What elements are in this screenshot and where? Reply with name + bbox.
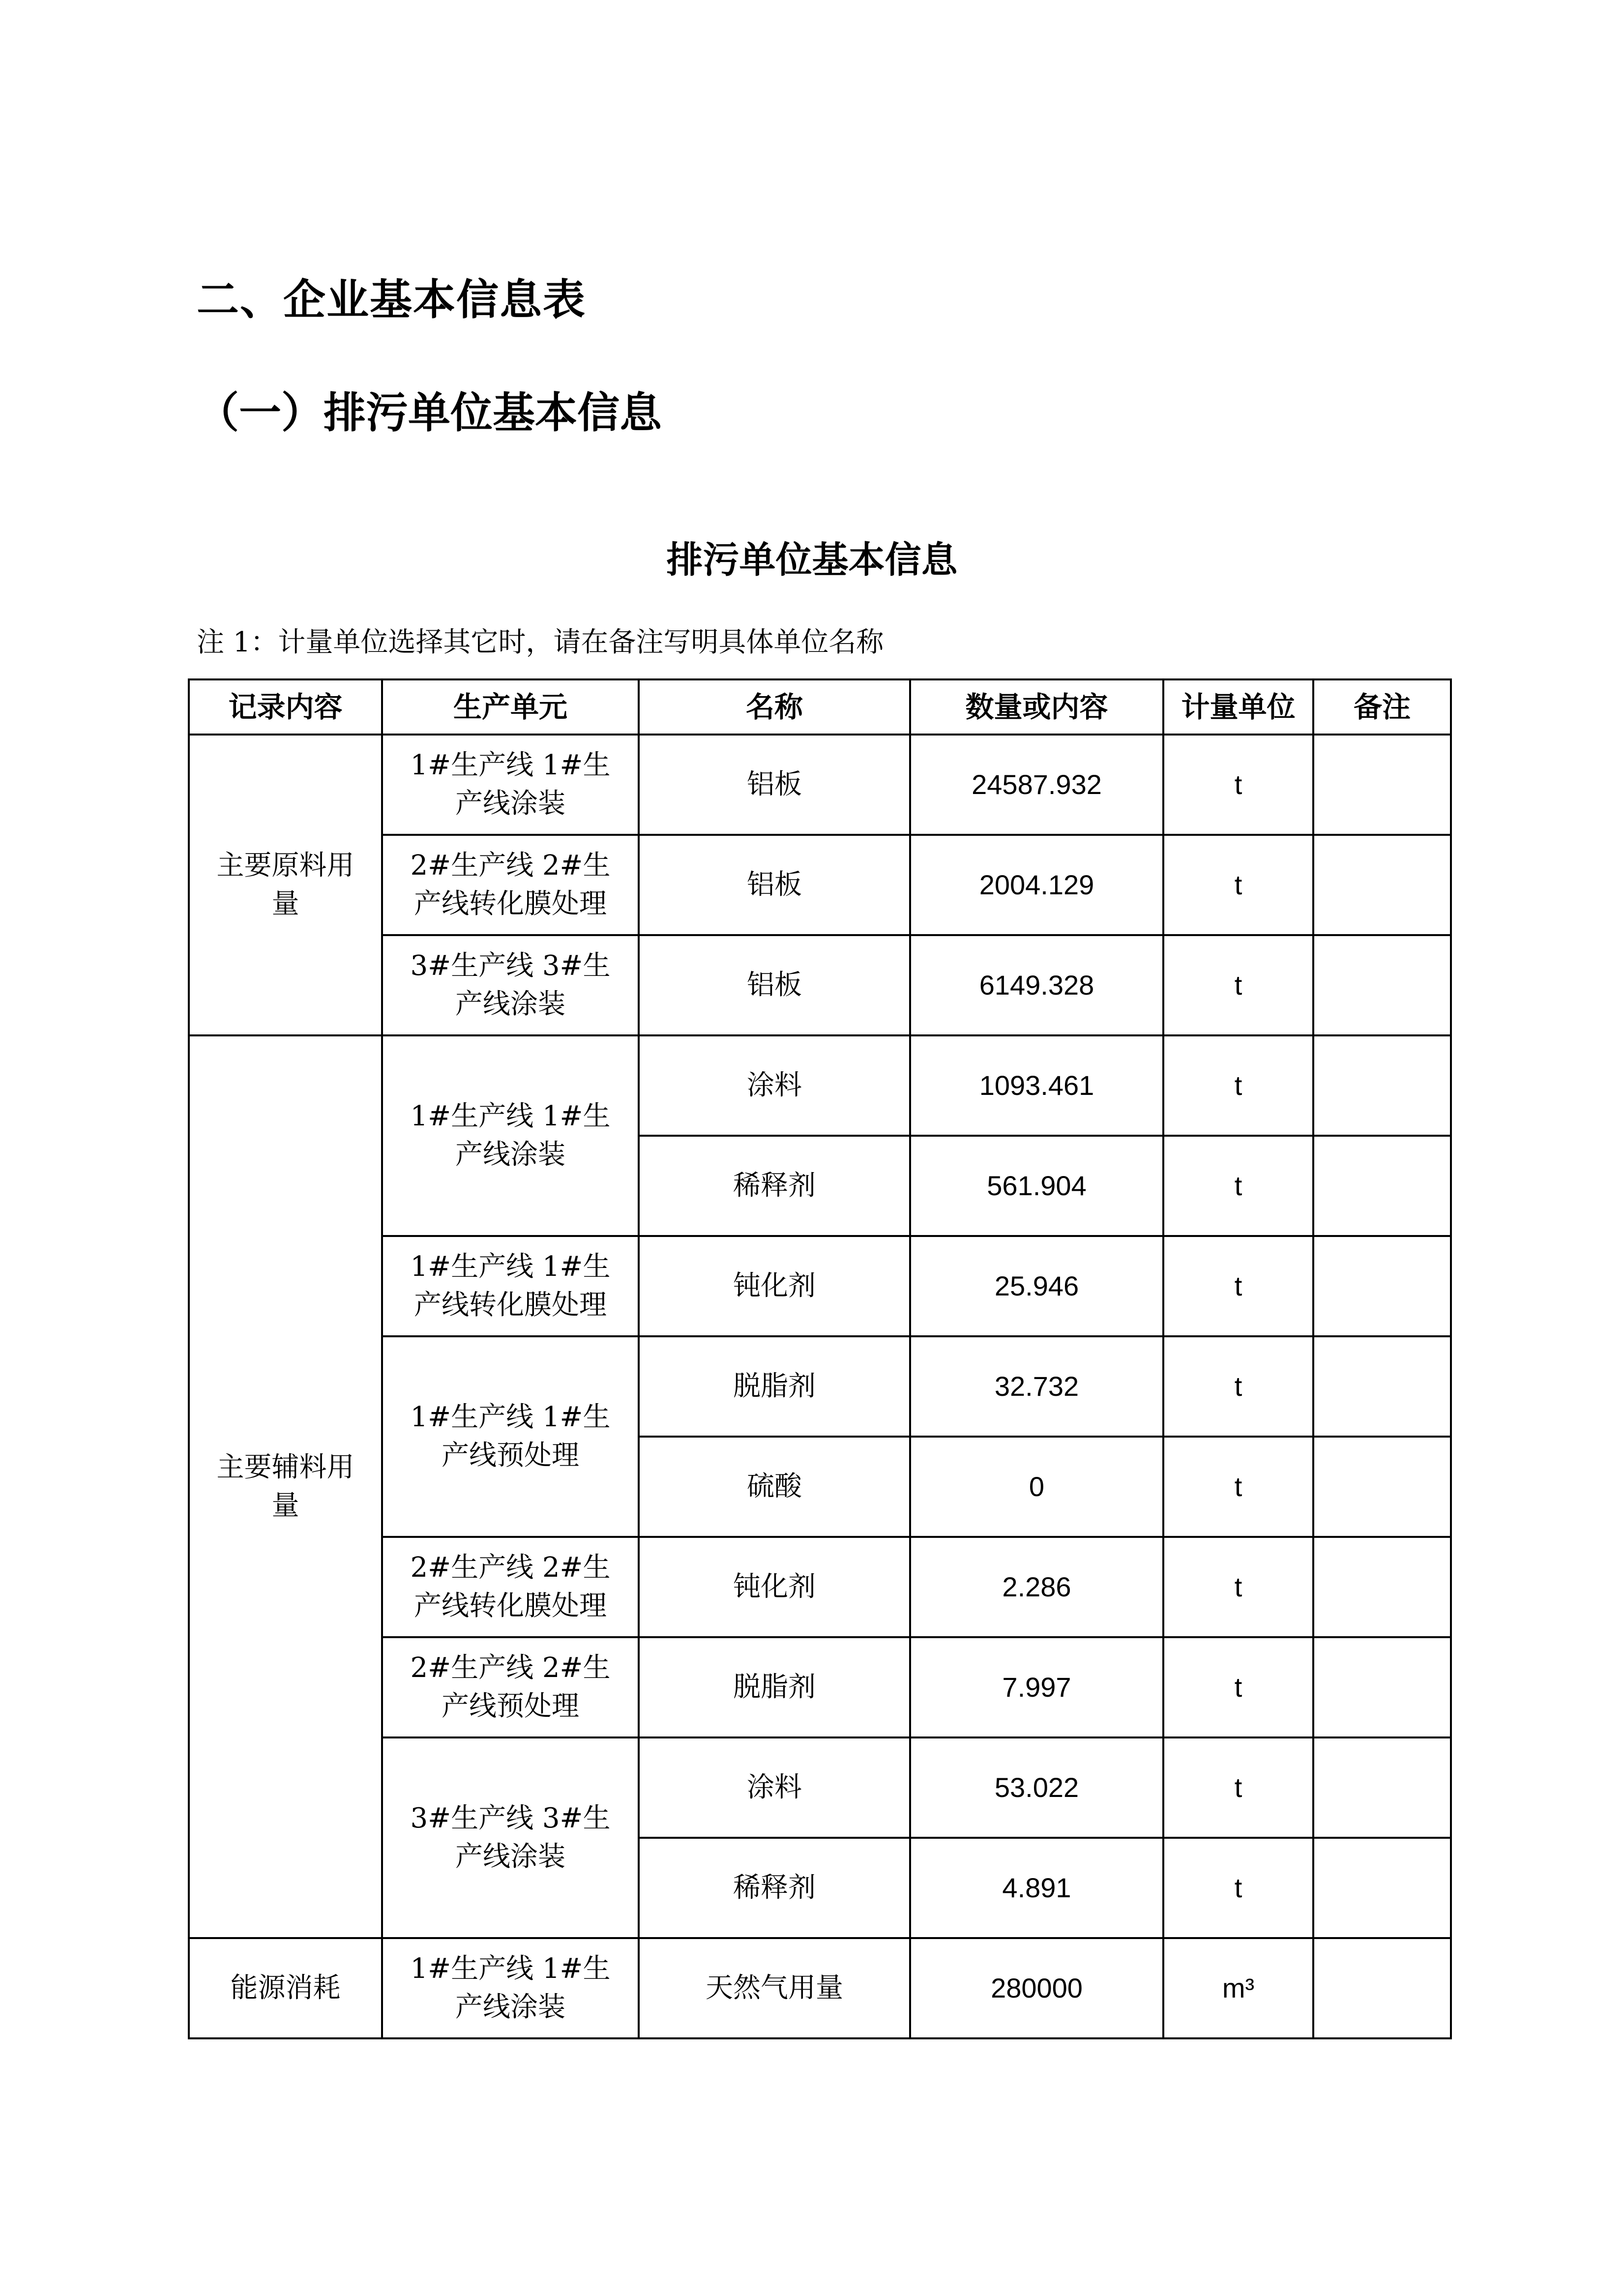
remark-cell [1313,1437,1451,1537]
remark-cell [1313,1737,1451,1838]
remark-cell [1313,835,1451,935]
table-row [189,1035,1451,1136]
remark-cell [1313,1637,1451,1737]
unit-cell: m³ [1163,1938,1313,2038]
unit-cell: t [1163,1637,1313,1737]
remark-cell [1313,1838,1451,1938]
name-cell: 铝板 [639,935,910,1035]
production-unit-cell: 1#生产线 1#生产线涂装 [382,735,639,835]
remark-cell [1313,735,1451,835]
table-note: 注 1：计量单位选择其它时，请在备注写明具体单位名称 [197,626,884,658]
col-header-name: 名称 [639,679,910,735]
table-header-row [189,679,1451,735]
col-header-unit: 计量单位 [1163,679,1313,735]
quantity-cell: 7.997 [910,1637,1163,1737]
unit-cell: t [1163,935,1313,1035]
col-header-remark: 备注 [1313,679,1451,735]
unit-cell: t [1163,1537,1313,1637]
unit-cell: t [1163,1136,1313,1236]
col-header-record: 记录内容 [189,679,382,735]
remark-cell [1313,1035,1451,1136]
quantity-cell: 2004.129 [910,835,1163,935]
unit-cell: t [1163,735,1313,835]
unit-cell: t [1163,1035,1313,1136]
production-unit-cell: 1#生产线 1#生产线预处理 [382,1336,639,1537]
group-cell: 主要原料用量 [189,735,382,1035]
quantity-cell: 24587.932 [910,735,1163,835]
name-cell: 铝板 [639,835,910,935]
quantity-cell: 53.022 [910,1737,1163,1838]
unit-cell: t [1163,835,1313,935]
col-header-production-unit: 生产单元 [382,679,639,735]
name-cell: 稀释剂 [639,1838,910,1938]
production-unit-cell: 1#生产线 1#生产线转化膜处理 [382,1236,639,1336]
production-unit-cell: 2#生产线 2#生产线转化膜处理 [382,1537,639,1637]
quantity-cell: 561.904 [910,1136,1163,1236]
name-cell: 硫酸 [639,1437,910,1537]
name-cell: 天然气用量 [639,1938,910,2038]
unit-cell: t [1163,1437,1313,1537]
remark-cell [1313,1336,1451,1437]
name-cell: 涂料 [639,1035,910,1136]
production-unit-cell: 2#生产线 2#生产线预处理 [382,1637,639,1737]
table-row [189,735,1451,835]
quantity-cell: 0 [910,1437,1163,1537]
table-title: 排污单位基本信息 [666,539,958,581]
unit-cell: t [1163,1737,1313,1838]
col-header-quantity: 数量或内容 [910,679,1163,735]
name-cell: 涂料 [639,1737,910,1838]
name-cell: 钝化剂 [639,1236,910,1336]
name-cell: 脱脂剂 [639,1336,910,1437]
quantity-cell: 4.891 [910,1838,1163,1938]
remark-cell [1313,1537,1451,1637]
production-unit-cell: 3#生产线 3#生产线涂装 [382,1737,639,1938]
remark-cell [1313,1236,1451,1336]
unit-cell: t [1163,1336,1313,1437]
production-unit-cell: 3#生产线 3#生产线涂装 [382,935,639,1035]
quantity-cell: 1093.461 [910,1035,1163,1136]
name-cell: 铝板 [639,735,910,835]
table-row [189,1938,1451,2038]
quantity-cell: 2.286 [910,1537,1163,1637]
name-cell: 稀释剂 [639,1136,910,1236]
unit-cell: t [1163,1236,1313,1336]
unit-cell: t [1163,1838,1313,1938]
remark-cell [1313,1938,1451,2038]
quantity-cell: 280000 [910,1938,1163,2038]
quantity-cell: 25.946 [910,1236,1163,1336]
group-cell: 能源消耗 [189,1938,382,2038]
group-cell: 主要辅料用量 [189,1035,382,1938]
remark-cell [1313,935,1451,1035]
production-unit-cell: 1#生产线 1#生产线涂装 [382,1035,639,1236]
remark-cell [1313,1136,1451,1236]
name-cell: 脱脂剂 [639,1637,910,1737]
subsection-heading: （一）排污单位基本信息 [197,388,662,438]
quantity-cell: 32.732 [910,1336,1163,1437]
production-unit-cell: 2#生产线 2#生产线转化膜处理 [382,835,639,935]
section-heading: 二、企业基本信息表 [197,275,586,324]
name-cell: 钝化剂 [639,1537,910,1637]
production-unit-cell: 1#生产线 1#生产线涂装 [382,1938,639,2038]
quantity-cell: 6149.328 [910,935,1163,1035]
info-table [188,678,1452,2039]
